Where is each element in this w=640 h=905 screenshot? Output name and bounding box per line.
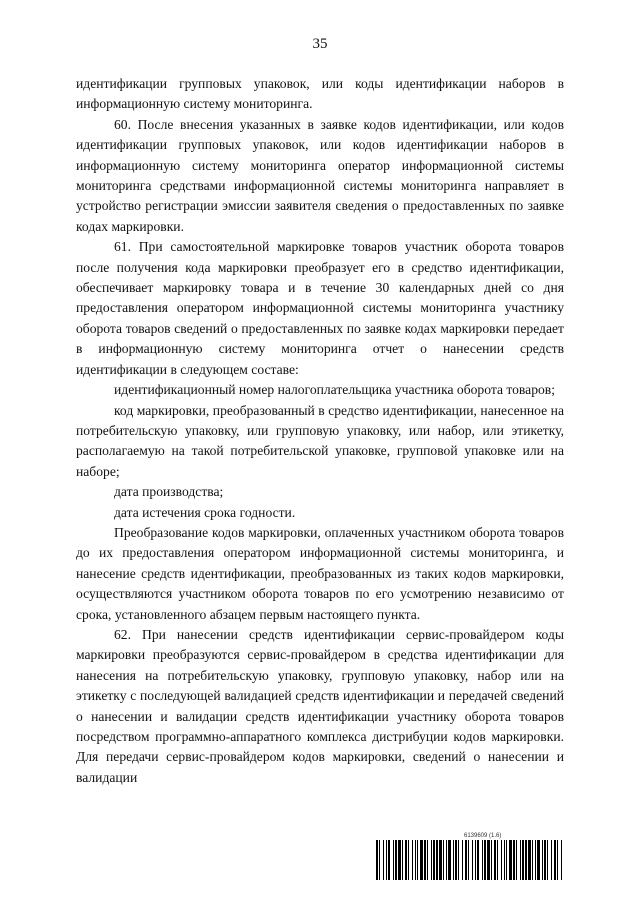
- list-item-marking-code: код маркировки, преобразованный в средство идентификации, нанесенное на потребительскую упаковку, или групповую упаковку, или набор, или этикетку, располагаемую на такой потребительской упаковке, групповой упаковке или на наборе;: [76, 402, 564, 479]
- list-item-inn: идентификационный номер налогоплательщика участника оборота товаров;: [114, 382, 555, 398]
- paragraph-continuation: идентификации групповых упаковок, или коды идентификации наборов в информационную систему мониторинга.: [76, 76, 564, 112]
- paragraph-62: 62. При нанесении средств идентификации сервис-провайдером коды маркировки преобразуются сервис-провайдером в средства идентификации для нанесения на потребительскую упаковку, групповую упаковку, набор или на этикетку с последующей валидацией средств идентификации и передачей сведений о нанесении и валидации средств идентификации участнику оборота товаров посредством программно-аппаратного комплекса дистрибуции кодов маркировки. Для передачи сервис-провайдером кодов маркировки, сведений о нанесении и валидации: [76, 626, 564, 785]
- paragraph-conversion: Преобразование кодов маркировки, оплаченных участником оборота товаров до их предоставления оператором информационной системы мониторинга, и нанесение средств идентификации, преобразованных из таких кодов маркировки, осуществляются участником оборота товаров по его усмотрению независимо от срока, установленного абзацем первым настоящего пункта.: [76, 524, 564, 622]
- document-code: 6139609 (1.6): [464, 833, 502, 839]
- document-body: [76, 74, 564, 788]
- barcode-icon: [376, 840, 564, 880]
- paragraph-61: 61. При самостоятельной маркировке товаров участник оборота товаров после получения кода маркировки преобразует его в средство идентификации, обеспечивает маркировку товара и в течение 30 календарных дней со дня предоставления оператором информационной системы мониторинга участнику оборота товаров сведений о предоставленных по заявке кодах маркировки передает в информационную систему мониторинга отчет о нанесении средств идентификации в следующем составе:: [76, 239, 564, 377]
- page-number: 35: [312, 36, 328, 52]
- list-item-expiry-date: дата истечения срока годности.: [114, 504, 296, 520]
- list-item-production-date: дата производства;: [114, 484, 224, 500]
- paragraph-60: 60. После внесения указанных в заявке кодов идентификации, или кодов идентификации групповых упаковок, или кодов идентификации наборов в информационную систему мониторинга оператор информационной системы мониторинга средствами информационной системы мониторинга направляет в устройство регистрации эмиссии заявителя сведения о предоставленных по заявке кодах маркировки.: [76, 116, 564, 234]
